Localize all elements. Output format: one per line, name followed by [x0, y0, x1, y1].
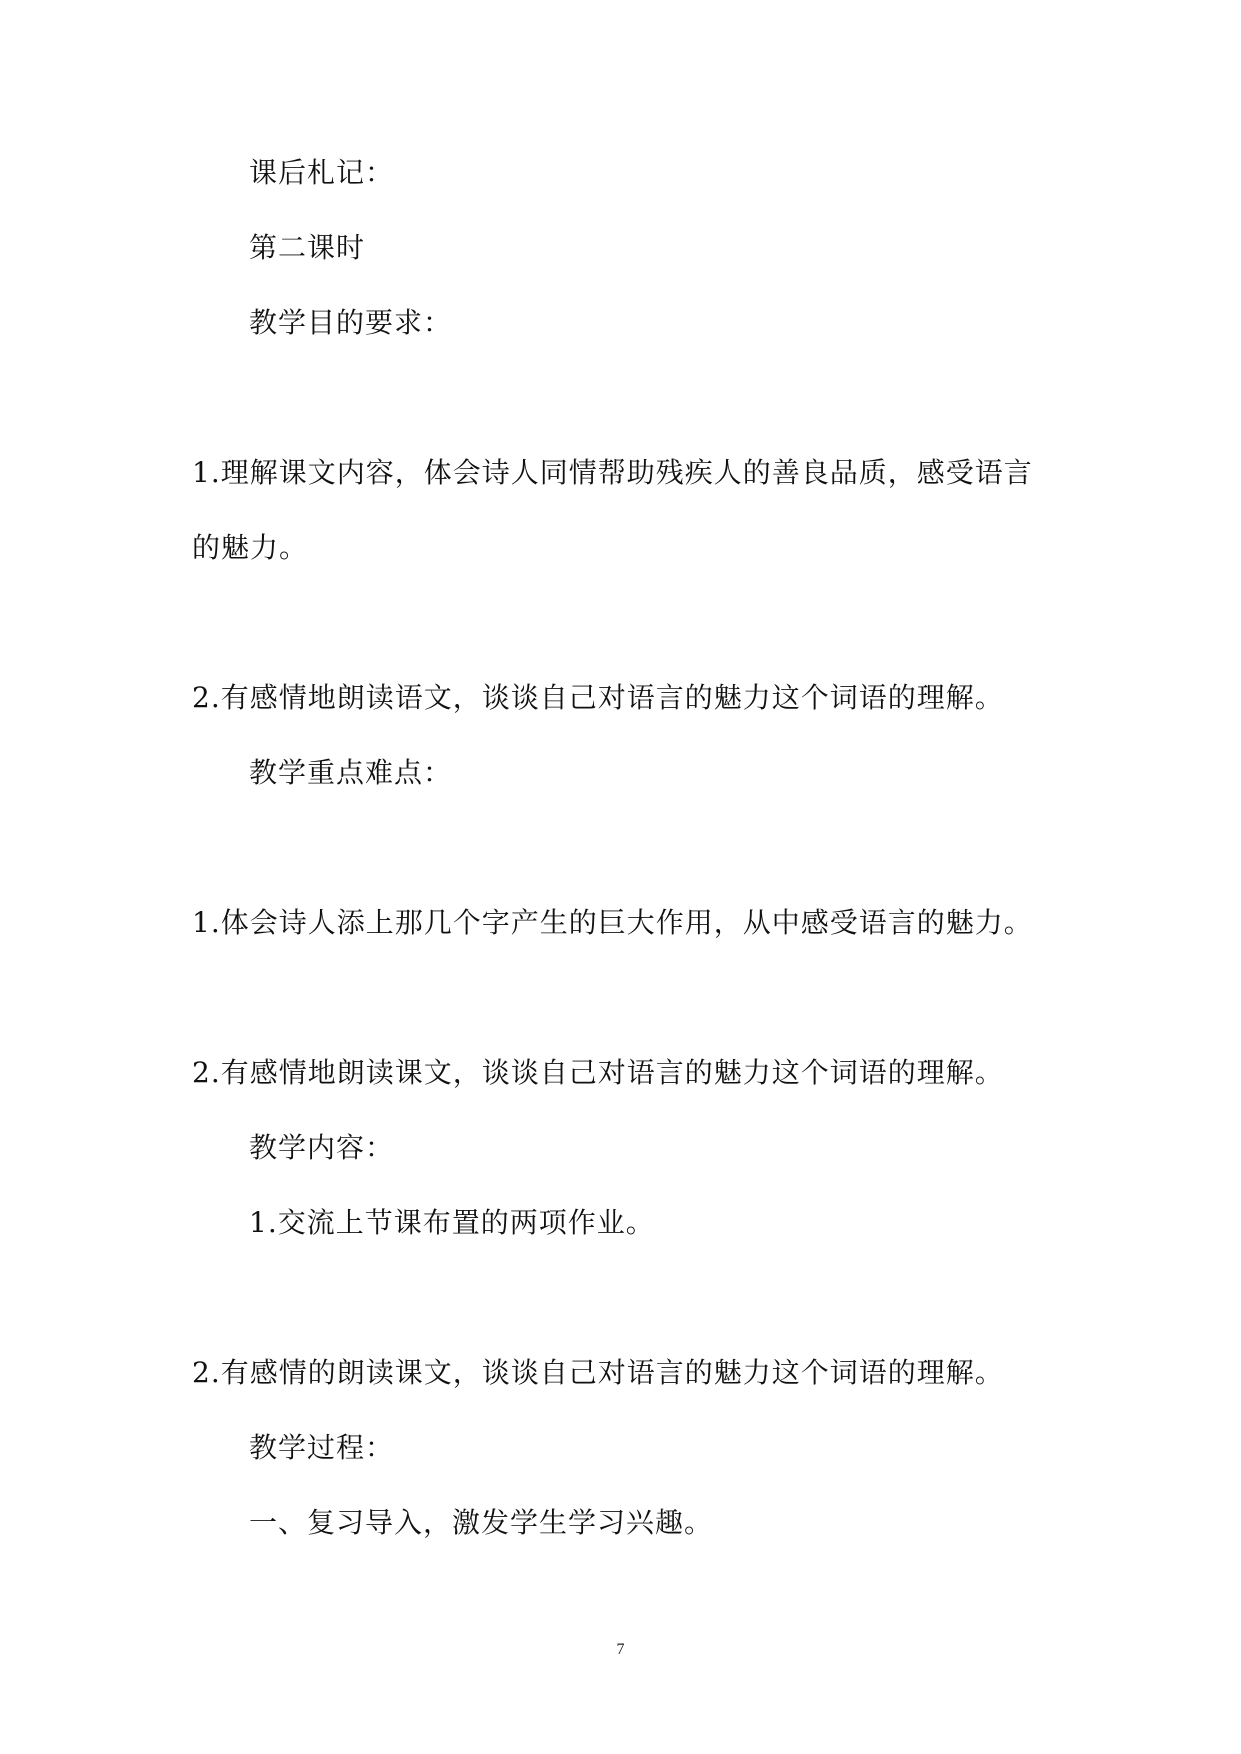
difficulty-1: 1.体会诗人添上那几个字产生的巨大作用，从中感受语言的魅力。: [192, 906, 1033, 939]
content-2: 2.有感情的朗读课文，谈谈自己对语言的魅力这个词语的理解。: [192, 1356, 1004, 1389]
heading-second-lesson: 第二课时: [249, 231, 366, 264]
difficulty-2: 2.有感情地朗读课文，谈谈自己对语言的魅力这个词语的理解。: [192, 1056, 1004, 1089]
objective-2: 2.有感情地朗读语文，谈谈自己对语言的魅力这个词语的理解。: [192, 681, 1004, 714]
heading-teaching-process: 教学过程：: [249, 1431, 395, 1464]
page-number: 7: [616, 1641, 625, 1658]
heading-teaching-objectives: 教学目的要求：: [249, 306, 453, 339]
heading-teaching-content: 教学内容：: [249, 1131, 395, 1164]
heading-key-difficulties: 教学重点难点：: [249, 756, 453, 789]
content-1: 1.交流上节课布置的两项作业。: [249, 1206, 655, 1239]
heading-after-class-notes: 课后札记：: [249, 156, 395, 189]
objective-1-line-1: 1.理解课文内容，体会诗人同情帮助残疾人的善良品质，感受语言: [192, 456, 1033, 489]
process-step-1: 一、复习导入，激发学生学习兴趣。: [249, 1506, 714, 1539]
objective-1-line-2: 的魅力。: [192, 531, 309, 564]
